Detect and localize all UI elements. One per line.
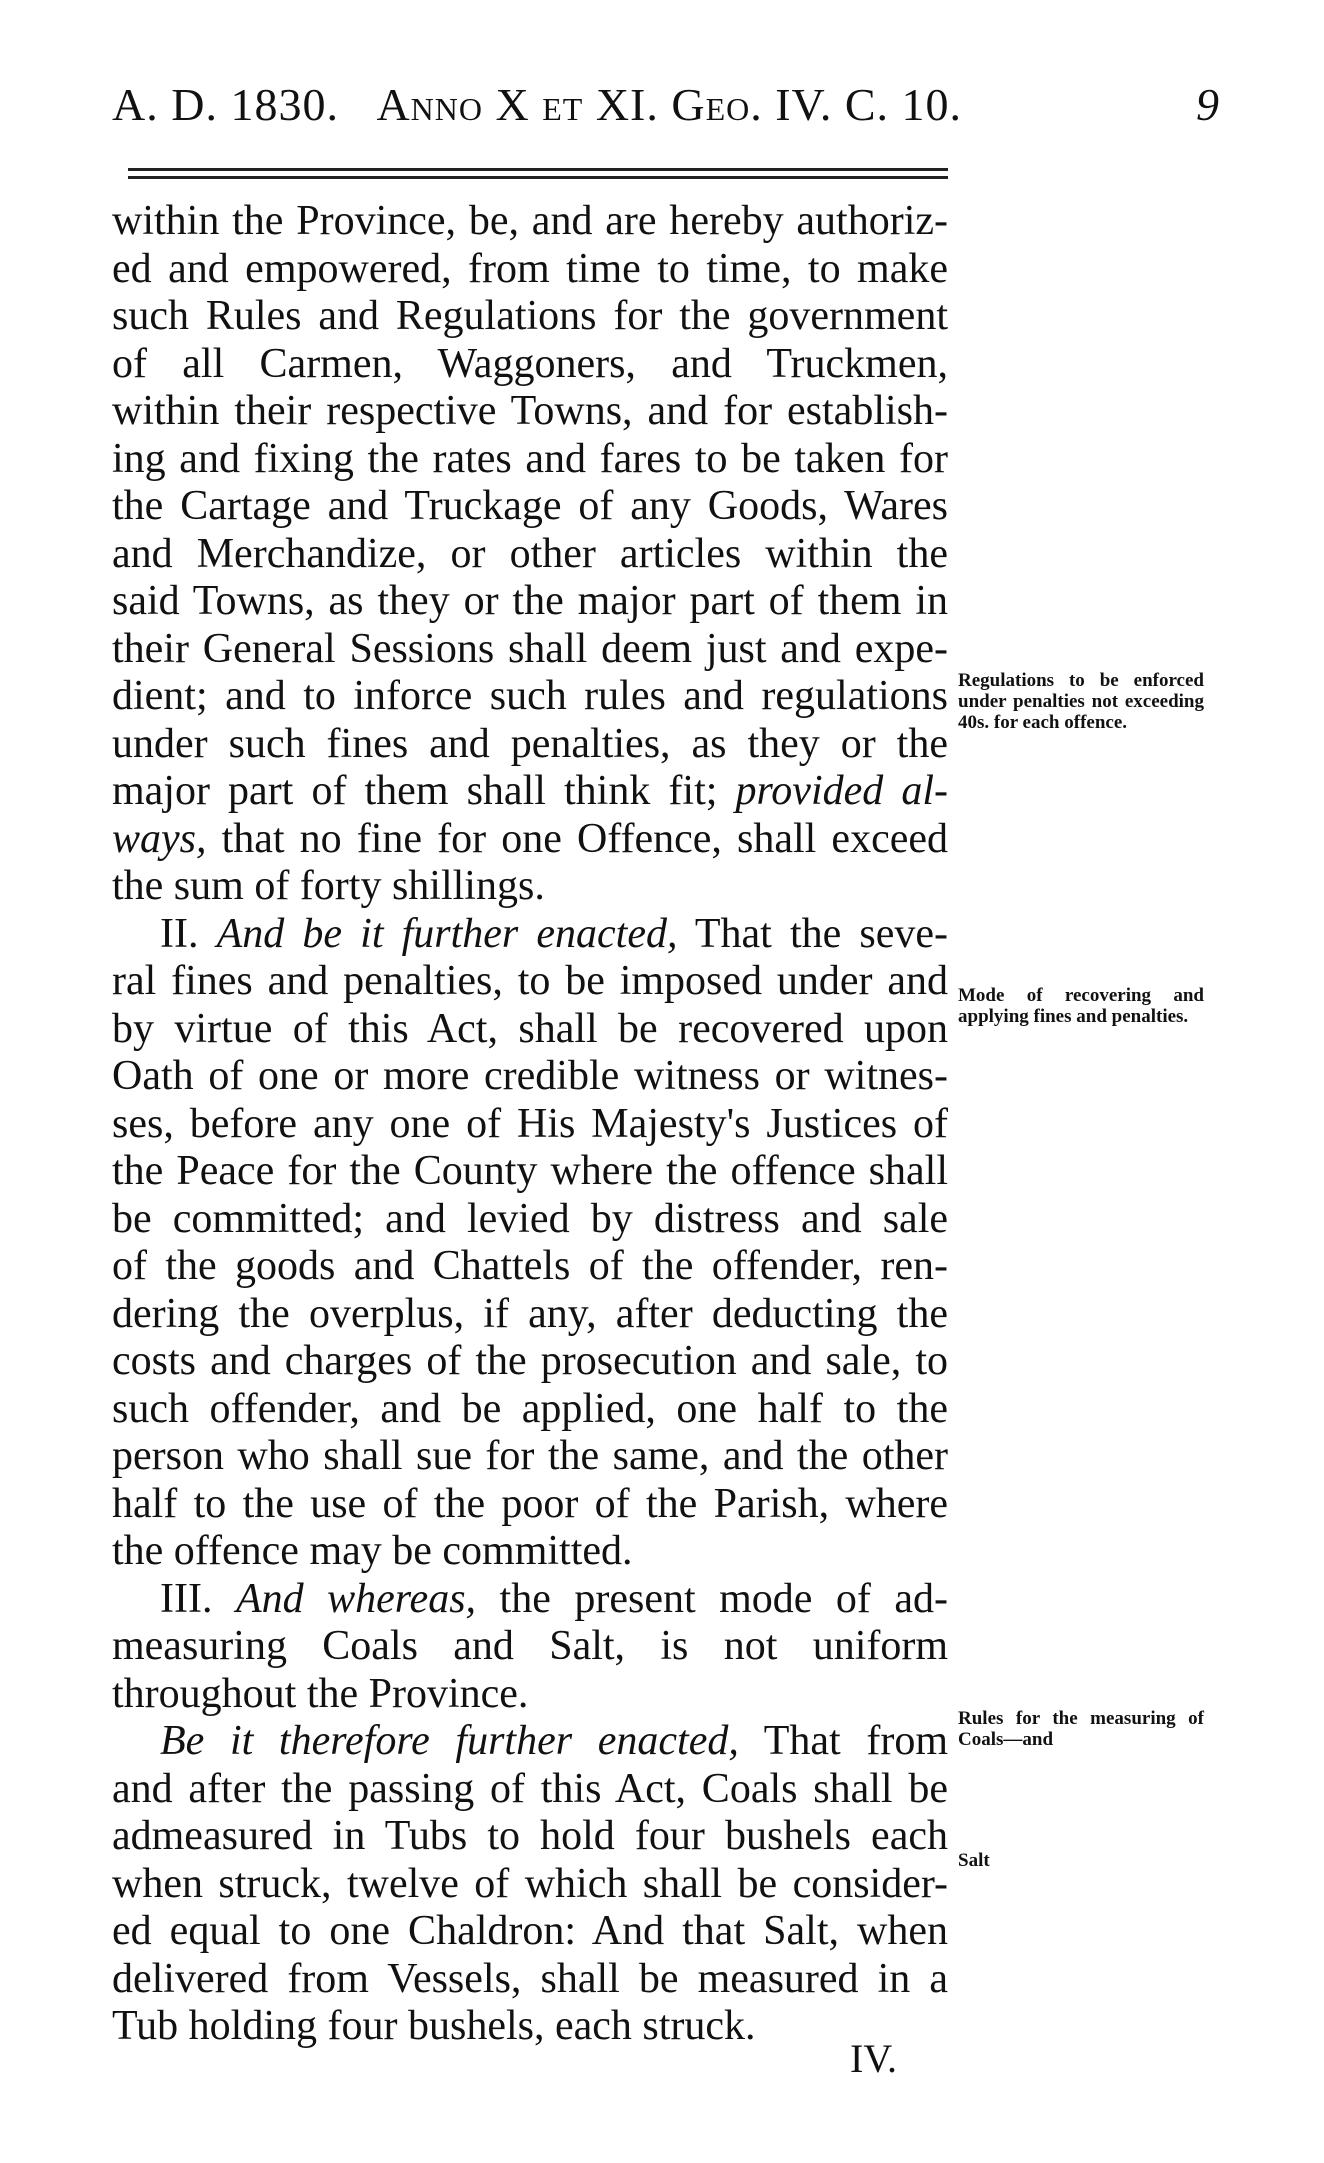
header-rule-bottom: [128, 176, 948, 179]
text-line: such Rules and Regulations for the government: [112, 293, 948, 339]
header-citation: [112, 78, 962, 131]
header-anno: Anno: [376, 79, 484, 130]
margin-note-regulations: Regulations to be enforced under penalties not exceeding 40s. for each offence.: [958, 670, 1204, 733]
header-reign: X et XI. Geo. IV. C. 10.: [495, 79, 963, 130]
text-line: the sum of forty shillings.: [112, 863, 545, 909]
text-line: by virtue of this Act, shall be recovered upon: [112, 1005, 948, 1052]
text-line: Tub holding four bushels, each struck.: [112, 2003, 756, 2049]
text-line: within the Province, be, and are hereby authoriz-: [112, 198, 948, 244]
text-line: ses, before any one of His Majesty's Justices of: [112, 1100, 948, 1147]
margin-note-recovery: Mode of recovering and applying fines and penalties.: [958, 985, 1204, 1027]
text-line: dient; and to inforce such rules and regulations: [112, 673, 948, 719]
text-line: within their respective Towns, and for establish-: [112, 388, 948, 434]
text-run: that no fine for one Offence, shall exceed: [221, 815, 948, 862]
text-line: and Merchandize, or other articles within the: [112, 530, 948, 577]
margin-note-salt: Salt: [958, 1850, 990, 1871]
body-text: [112, 198, 948, 2051]
text-line: the Cartage and Truckage of any Goods, Wares: [112, 483, 948, 529]
text-run: That from: [763, 1718, 948, 1764]
text-line: admeasured in Tubs to hold four bushels each: [112, 1813, 948, 1859]
text-line: when struck, twelve of which shall be consider-: [112, 1860, 948, 1907]
text-line: the Peace for the County where the offence shall: [112, 1148, 948, 1194]
ways-italic: ways,: [112, 815, 207, 862]
page-number: 9: [1196, 79, 1220, 130]
text-run: the present mode of ad-: [499, 1575, 948, 1622]
text-line: [112, 768, 948, 816]
text-line: delivered from Vessels, shall be measured in a: [112, 1955, 948, 2002]
text-line: ed equal to one Chaldron: And that Salt, when: [112, 1908, 948, 1954]
text-line: measuring Coals and Salt, is not uniform: [112, 1623, 948, 1669]
enacting-clause: And be it further enacted,: [216, 910, 678, 957]
whereas-clause: And whereas,: [235, 1575, 477, 1622]
text-line: costs and charges of the prosecution and sale, to: [112, 1338, 948, 1384]
text-line: [112, 816, 948, 864]
section-3-enactment: [112, 1718, 948, 1766]
text-line: of all Carmen, Waggoners, and Truckmen,: [112, 340, 948, 387]
section-2-opening: [112, 911, 948, 959]
text-line: and after the passing of this Act, Coals shall be: [112, 1765, 948, 1812]
text-run: major part of them shall think fit;: [112, 768, 718, 814]
section-number: III.: [160, 1575, 213, 1622]
text-line: said Towns, as they or the major part of them in: [112, 578, 948, 624]
text-line: under such fines and penalties, as they or the: [112, 720, 948, 767]
text-line: person who shall sue for the same, and the other: [112, 1433, 948, 1479]
text-line: ing and fixing the rates and fares to be taken for: [112, 435, 948, 482]
catchword: IV.: [850, 2036, 898, 2081]
text-line: throughout the Province.: [112, 1670, 529, 1717]
text-line: the offence may be committed.: [112, 1528, 633, 1574]
section-3-opening: [112, 1576, 948, 1624]
text-line: ral fines and penalties, to be imposed under and: [112, 958, 948, 1004]
section-number: II.: [160, 910, 199, 957]
enacting-clause: Be it therefore further enacted,: [160, 1718, 739, 1764]
text-line: their General Sessions shall deem just and expe-: [112, 625, 948, 672]
text-line: of the goods and Chattels of the offender, ren-: [112, 1243, 948, 1289]
header-rule-top: [128, 168, 948, 171]
text-line: such offender, and be applied, one half to the: [112, 1385, 948, 1432]
margin-note-coals: Rules for the measuring of Coals—and: [958, 1708, 1204, 1750]
running-header: [112, 78, 1220, 138]
provided-italic: provided al-: [735, 768, 948, 814]
text-line: be committed; and levied by distress and sale: [112, 1195, 948, 1242]
text-line: Oath of one or more credible witness or witnes-: [112, 1053, 948, 1099]
text-line: ed and empowered, from time to time, to make: [112, 245, 948, 292]
text-line: half to the use of the poor of the Parish, where: [112, 1480, 948, 1527]
header-year: A. D. 1830.: [112, 79, 339, 130]
text-run: That the seve-: [694, 910, 948, 957]
text-line: dering the overplus, if any, after deducting the: [112, 1290, 948, 1337]
